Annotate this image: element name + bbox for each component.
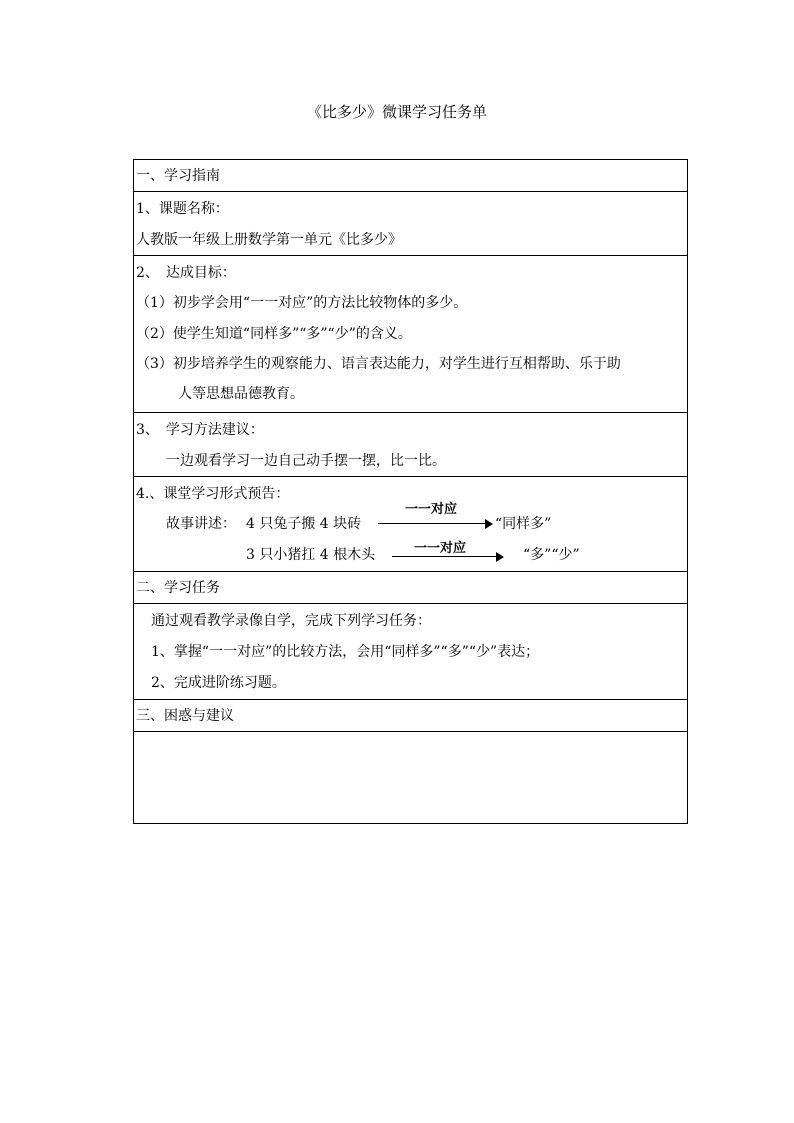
topic-row: [134, 192, 687, 256]
feedback-area[interactable]: [134, 732, 687, 823]
story-1-subject: 4 只兔子搬 4 块砖: [246, 516, 362, 532]
task-table: [133, 159, 688, 824]
goals-label: 2、 达成目标：: [136, 265, 236, 281]
arrow-1: [378, 519, 493, 529]
goal-3-line-2: 人等思想品德教育。: [178, 386, 304, 402]
goals-row: [134, 256, 687, 413]
arrow-2: [392, 552, 504, 562]
guide-heading-row: [134, 160, 687, 192]
task-1: 1、掌握“一一对应”的比较方法，会用“同样多”“多”“少”表达；: [151, 644, 540, 660]
goal-2: （2）使学生知道“同样多”“多”“少”的含义。: [136, 326, 412, 342]
arrow-1-label: 一一对应: [405, 502, 458, 517]
topic-value: 人教版一年级上册数学第一单元《比多少》: [136, 232, 402, 248]
preview-row: [134, 477, 687, 572]
preview-label: 4.、课堂学习形式预告：: [136, 486, 290, 502]
method-row: [134, 413, 687, 477]
arrow-2-label: 一一对应: [414, 541, 467, 556]
task-2: 2、完成进阶练习题。: [151, 675, 286, 691]
goal-3-line-1: （3）初步培养学生的观察能力、语言表达能力，对学生进行互相帮助、乐于助: [136, 356, 621, 372]
guide-heading: 一、学习指南: [136, 168, 220, 184]
method-label: 3、 学习方法建议：: [136, 422, 264, 438]
tasks-heading: 二、学习任务: [136, 580, 220, 596]
method-value: 一边观看学习一边自己动手摆一摆，比一比。: [166, 453, 446, 469]
feedback-heading: 三、困惑与建议: [136, 708, 234, 724]
story-1-result: “同样多”: [495, 516, 552, 532]
story-prefix: 故事讲述：: [166, 516, 236, 532]
feedback-heading-row: [134, 700, 687, 732]
topic-label: 1、课题名称：: [136, 201, 229, 217]
story-2-result: “多”“少”: [523, 547, 580, 563]
page-title: 《比多少》微课学习任务单: [306, 103, 487, 121]
tasks-heading-row: [134, 572, 687, 604]
tasks-row: [134, 604, 687, 700]
tasks-intro: 通过观看教学录像自学，完成下列学习任务：: [151, 613, 431, 629]
story-2-subject: 3 只小猪扛 4 根木头: [246, 547, 376, 563]
goal-1: （1）初步学会用“一一对应”的方法比较物体的多少。: [136, 295, 468, 311]
